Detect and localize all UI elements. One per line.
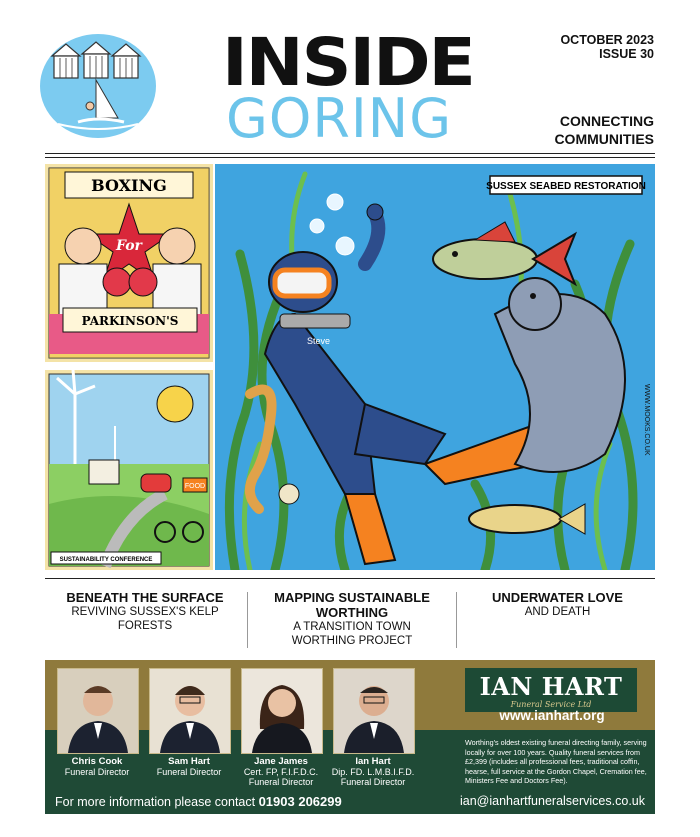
brand-logo: [465, 668, 637, 712]
masthead-divider-2: [45, 157, 655, 158]
issue-info: [560, 33, 654, 61]
staff-caption-1: [51, 756, 143, 777]
sustainability-caption: SUSTAINABILITY CONFERENCE: [59, 557, 153, 563]
funeral-advert[interactable]: [45, 660, 655, 814]
headline-1-title: BENEATH THE SURFACE: [66, 590, 224, 605]
phone-number[interactable]: 01903 206299: [258, 794, 342, 809]
issue-number: ISSUE 30: [599, 47, 654, 61]
diver-badge: Steve: [307, 336, 331, 346]
headline-1-subtitle: REVIVING SUSSEX'S KELP FORESTS: [71, 606, 219, 632]
main-caption: SUSSEX SEABED RESTORATION: [486, 181, 646, 192]
headline-3-title: UNDERWATER LOVE: [492, 590, 623, 605]
staff-name: Jane James: [254, 756, 308, 767]
staff-photo-3: [241, 668, 323, 754]
website-link[interactable]: www.ianhart.org: [499, 708, 605, 723]
headline-3[interactable]: [460, 590, 655, 619]
staff-photo-2: [149, 668, 231, 754]
beach-huts-logo: [38, 32, 158, 140]
staff-role: Funeral Director: [64, 767, 130, 777]
boxing-for: For: [116, 238, 142, 254]
tagline-line-2: COMMUNITIES: [554, 131, 654, 147]
boxing-title: BOXING: [91, 176, 167, 195]
boxing-panel: [45, 164, 213, 362]
staff-role: Funeral Director: [340, 777, 406, 787]
staff-name: Sam Hart: [168, 756, 210, 767]
masthead-divider: [45, 153, 655, 154]
staff-role: Funeral Director: [156, 767, 222, 777]
cover-illustration: [45, 164, 655, 570]
staff-role: Funeral Director: [248, 777, 314, 787]
tagline-line-1: CONNECTING: [559, 113, 654, 129]
headline-separator: [456, 592, 457, 648]
headline-2-subtitle-line-2: WORTHING PROJECT: [291, 635, 413, 647]
masthead-title-inside: INSIDE: [222, 24, 474, 101]
contact-text: For more information please contact: [55, 795, 256, 809]
email-link[interactable]: ian@ianhartfuneralservices.co.uk: [459, 794, 645, 808]
staff-photo-1: [57, 668, 139, 754]
masthead-title-goring: GORING: [226, 87, 453, 150]
boxing-parkinsons: PARKINSON'S: [81, 314, 179, 328]
advert-blurb: Worthing's oldest existing funeral directing family, serving locally for over 100 years. Quality funeral services from £2,399 (includes all professional fees, traditional coffin, hearse, full service at the Gordon Chapel, Cremation fee, Ministers Fee and Doctors Fee).: [465, 738, 647, 785]
staff-photo-4: [333, 668, 415, 754]
food-sign: FOOD: [184, 483, 206, 490]
headline-2[interactable]: [252, 590, 452, 648]
artist-credit: WWW.MOOKS.CO.UK: [643, 384, 650, 456]
headline-2-title-line-1: MAPPING SUSTAINABLE: [274, 590, 430, 605]
headline-1[interactable]: [45, 590, 245, 633]
staff-caption-4: [327, 756, 419, 787]
brand-name: IAN HART: [479, 672, 623, 701]
staff-qualification: Dip. FD. L.M.B.I.F.D.: [331, 767, 415, 777]
staff-name: Chris Cook: [71, 756, 123, 767]
headline-2-title-line-2: WORTHING: [315, 605, 389, 620]
brand-subtitle: Funeral Service Ltd: [510, 700, 592, 709]
shell: [279, 484, 299, 504]
staff-name: Ian Hart: [355, 756, 391, 767]
cover-divider: [45, 578, 655, 579]
headline-separator: [247, 592, 248, 648]
sustainability-panel: [45, 370, 213, 570]
contact-line: [55, 794, 342, 809]
headline-3-subtitle: AND DEATH: [524, 606, 591, 618]
tagline: [554, 112, 654, 148]
staff-caption-3: [235, 756, 327, 787]
issue-date: OCTOBER 2023: [560, 33, 654, 47]
headline-2-subtitle-line-1: A TRANSITION TOWN: [293, 621, 411, 633]
staff-caption-2: [143, 756, 235, 777]
staff-qualification: Cert. FP, F.I.F.D.C.: [243, 767, 319, 777]
